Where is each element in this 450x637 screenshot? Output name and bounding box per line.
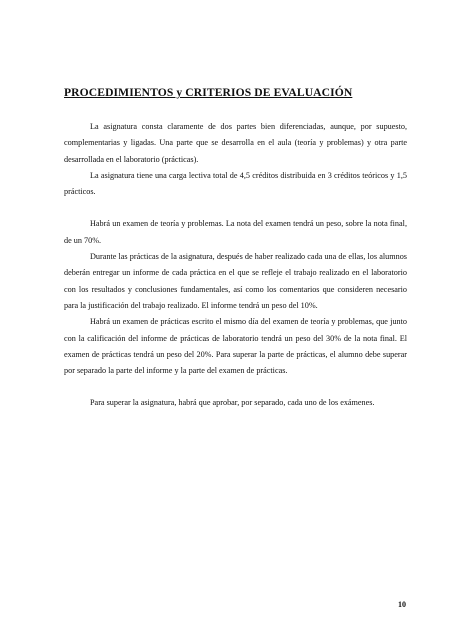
- paragraph-practical-exam: Habrá un examen de prácticas escrito el mismo día del examen de teoría y problemas, que junto con la calificación del informe de prácticas de laboratorio tendrá un peso del 30% de la nota final. El examen de prácticas tendrá un peso del 20%. Para superar la parte de prácticas, el alumno debe superar por separado la parte del informe y la parte del examen de prácticas.: [64, 317, 407, 376]
- paragraph-lab-reports: Durante las prácticas de la asignatura, después de haber realizado cada una de ellas, los alumnos deberán entregar un informe de cada práctica en el que se refleje el trabajo realizado en el laboratorio con los resultados y conclusiones fundamentales, así como los comentarios que consideren necesario para la justificación del trabajo realizado. El informe tendrá un peso del 10%.: [64, 252, 407, 310]
- page-number: 10: [398, 600, 406, 609]
- body-text: [64, 119, 407, 412]
- paragraph-passing-requirement: Para superar la asignatura, habrá que aprobar, por separado, cada uno de los exámenes.: [90, 398, 375, 408]
- section-heading: PROCEDIMIENTOS y CRITERIOS DE EVALUACIÓN: [64, 86, 353, 99]
- paragraph-course-structure: La asignatura consta claramente de dos partes bien diferenciadas, aunque, por supuesto, complementarias y ligadas. Una parte que se desarrolla en el aula (teoría y problemas) y otra parte desarrollada en el laboratorio (prácticas).: [64, 122, 407, 164]
- paragraph-theory-exam: Habrá un examen de teoría y problemas. La nota del examen tendrá un peso, sobre la nota final, de un 70%.: [64, 219, 407, 245]
- paragraph-credits: La asignatura tiene una carga lectiva total de 4,5 créditos distribuida en 3 créditos teóricos y 1,5 prácticos.: [64, 170, 407, 197]
